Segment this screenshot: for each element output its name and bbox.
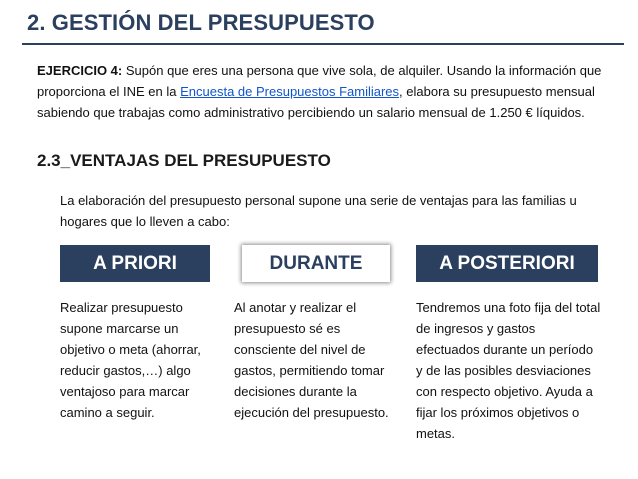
exercise-label: EJERCICIO 4: <box>37 63 123 78</box>
exercise-text-after: , elabora su presupuesto mensual sabiendo que trabajas como administrativo percibiendo un salario mensual de 1.250 € líquidos. <box>37 84 595 120</box>
phase-a-priori-description: Realizar presupuesto supone marcarse un objetivo o meta (ahorrar, reducir gastos,…) algo ventajoso para marcar camino a seguir. <box>60 300 201 420</box>
phase-durante-description: Al anotar y realizar el presupuesto sé es consciente del nivel de gastos, permitiendo tomar decisiones durante la ejecución del presupuesto. <box>234 300 389 420</box>
slide-title: 2. GESTIÓN DEL PRESUPUESTO <box>27 10 375 35</box>
phase-a-priori-box: A PRIORI <box>60 245 210 282</box>
exercise-text-before: Supón que eres una persona que vive sola, de alquiler. Usando la información que proporciona el INE en la <box>37 63 602 99</box>
phase-a-posteriori-description: Tendremos una foto fija del total de ingresos y gastos efectuados durante un período y de las posibles desviaciones con respecto objetivo. Ayuda a fijar los próximos objetivos o metas. <box>416 300 601 441</box>
ine-survey-link[interactable]: Encuesta de Presupuestos Familiares <box>180 84 400 99</box>
exercise-paragraph <box>37 60 609 123</box>
title-divider <box>22 43 624 45</box>
phase-durante-box: DURANTE <box>242 245 390 282</box>
phase-a-posteriori-box: A POSTERIORI <box>416 245 598 282</box>
section-intro: La elaboración del presupuesto personal supone una serie de ventajas para las familias u hogares que lo lleven a cabo: <box>60 193 577 229</box>
section-heading: 2.3_VENTAJAS DEL PRESUPUESTO <box>37 151 331 170</box>
